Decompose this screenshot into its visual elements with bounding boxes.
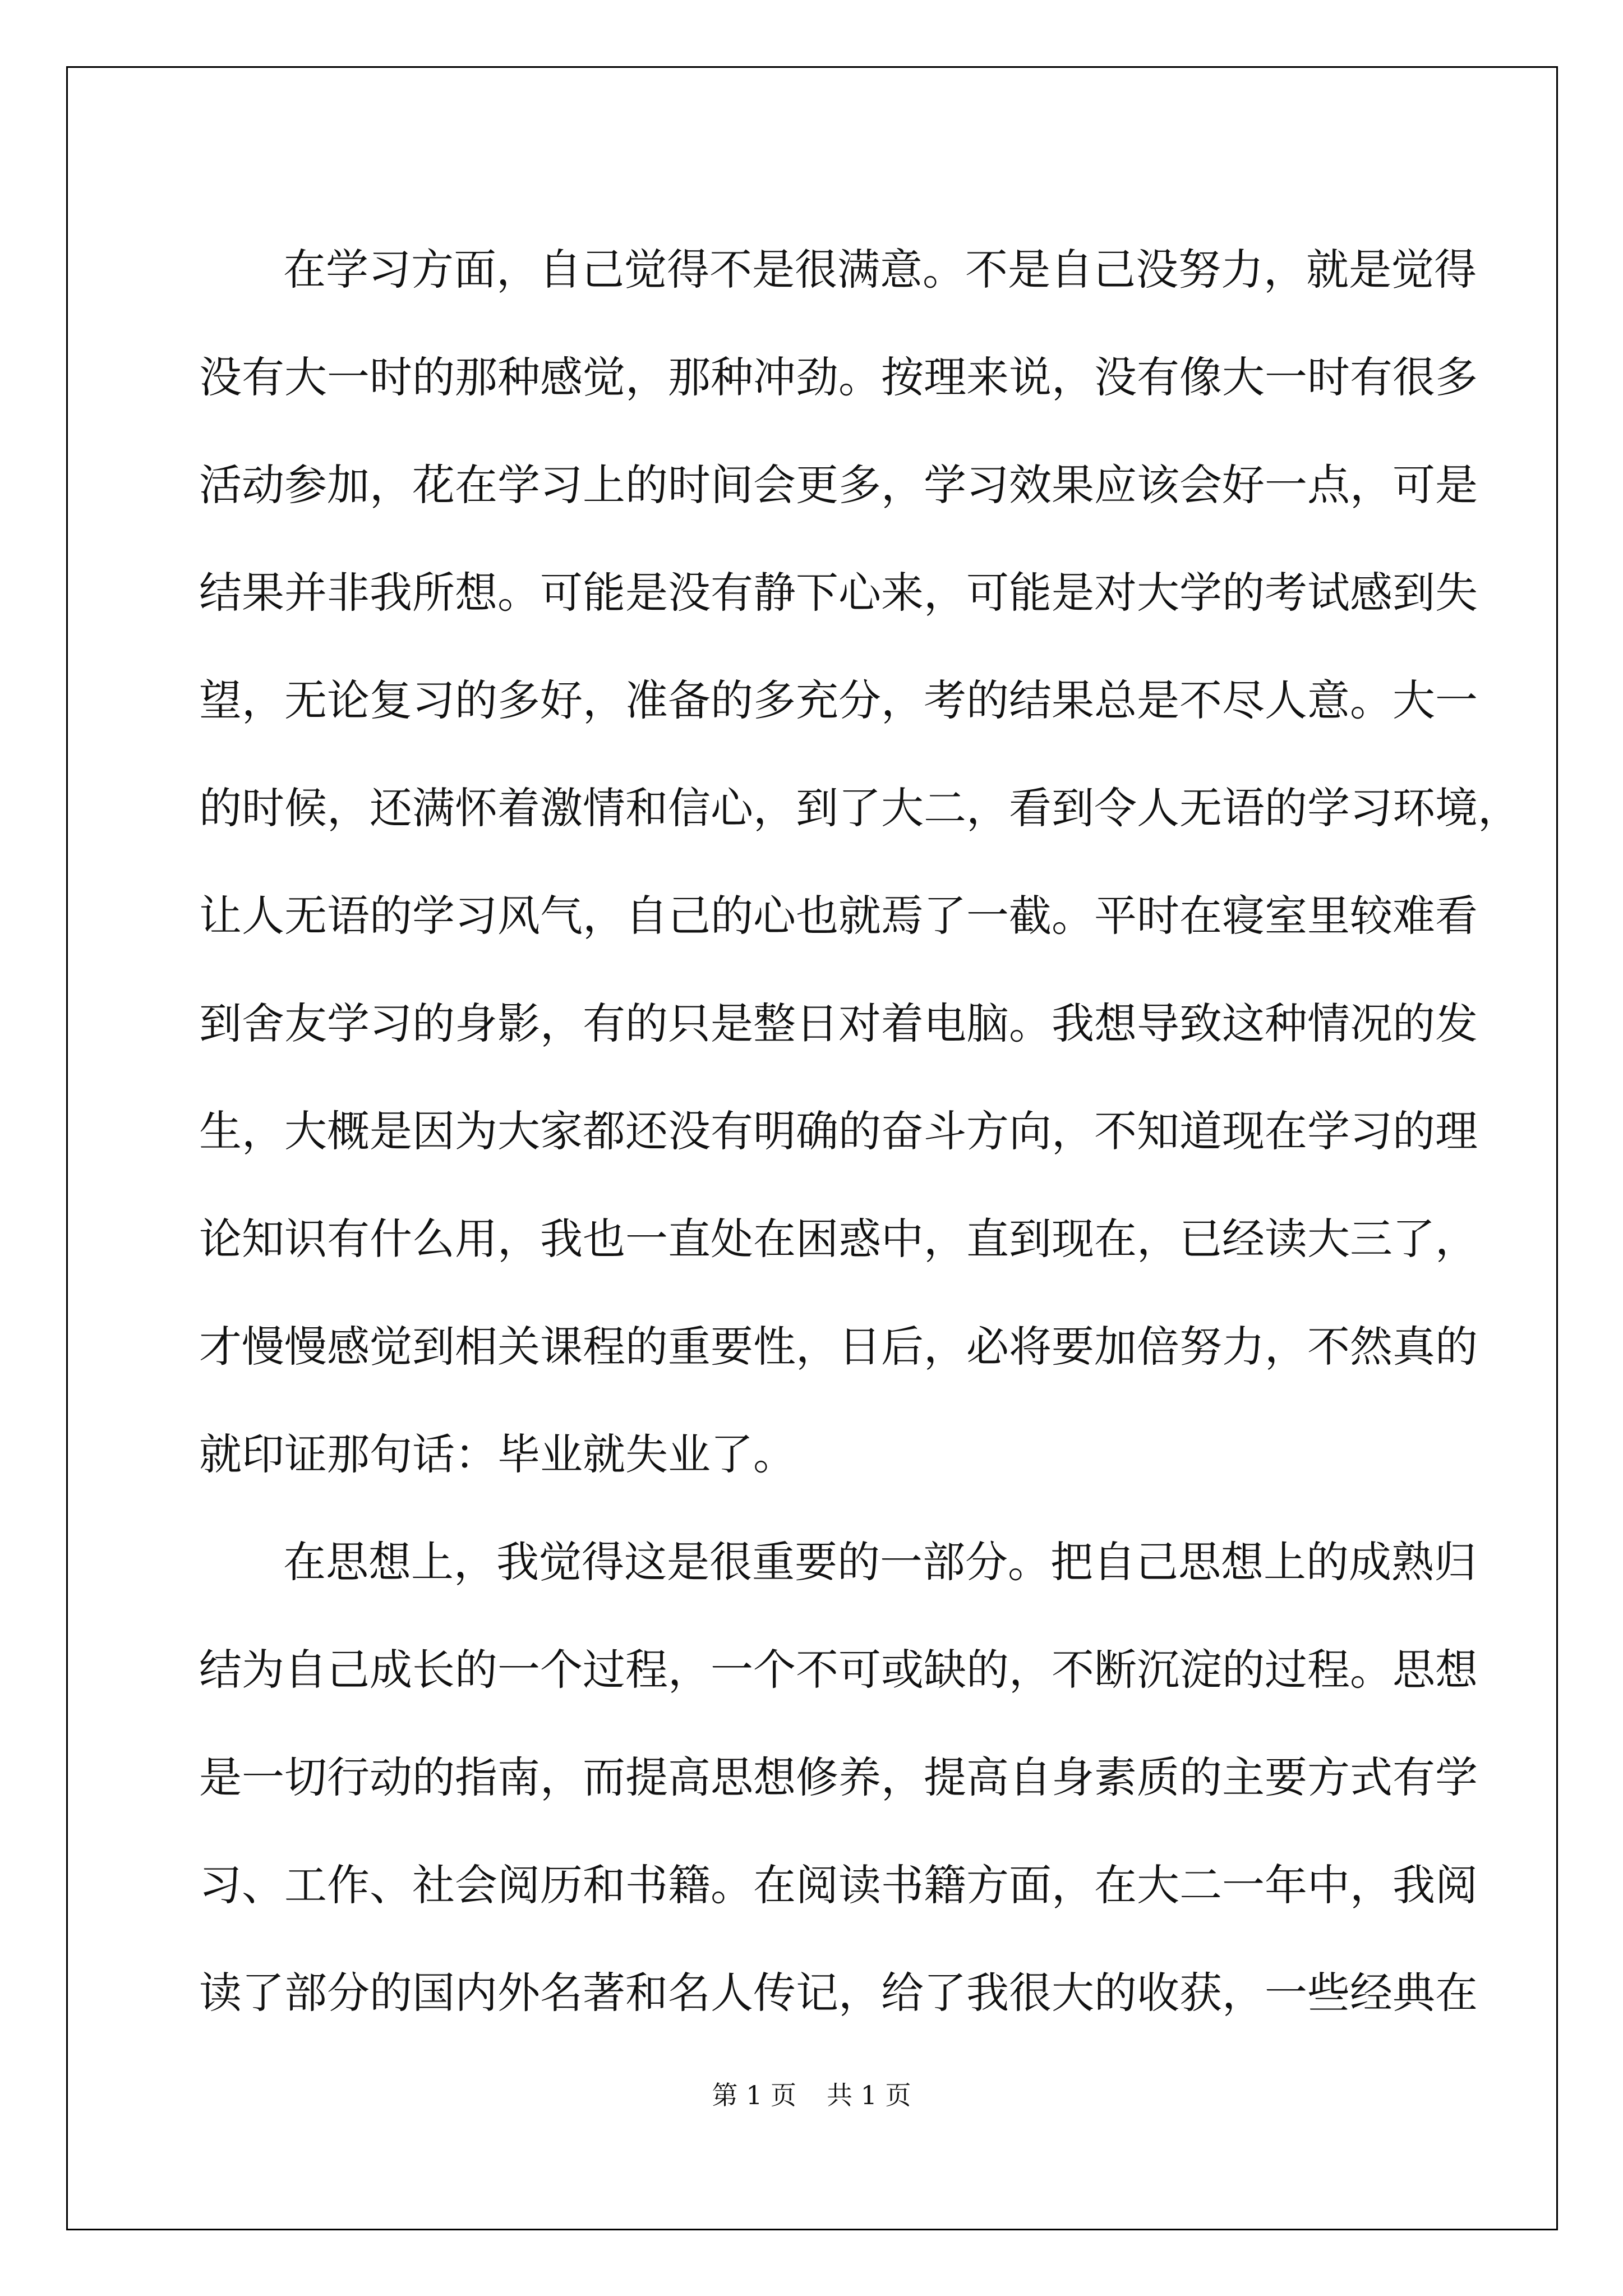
text-line: 就印证那句话：毕业就失业了。: [199, 1429, 796, 1479]
text-line: 读了部分的国内外名著和名人传记，给了我很大的收获，一些经典在: [199, 1968, 1478, 2018]
text-line: 在学习方面，自己觉得不是很满意。不是自己没努力，就是觉得: [283, 245, 1477, 295]
page-number: 第 1 页: [712, 2080, 796, 2110]
text-line: 结为自己成长的一个过程，一个不可或缺的，不断沉淀的过程。思想: [199, 1645, 1478, 1695]
page-footer: [0, 2078, 1623, 2112]
text-line: 生，大概是因为大家都还没有明确的奋斗方向，不知道现在学习的理: [199, 1106, 1478, 1156]
text-line: 论知识有什么用，我也一直处在困惑中，直到现在，已经读大三了，: [199, 1214, 1478, 1264]
text-line: 活动参加，花在学习上的时间会更多，学习效果应该会好一点，可是: [199, 460, 1478, 510]
text-line: 才慢慢感觉到相关课程的重要性，日后，必将要加倍努力，不然真的: [199, 1322, 1478, 1372]
paragraph: [199, 216, 1520, 1508]
text-line: 是一切行动的指南，而提高思想修养，提高自身素质的主要方式有学: [199, 1752, 1478, 1802]
paragraph: [199, 1508, 1478, 2047]
text-line: 在思想上，我觉得这是很重要的一部分。把自己思想上的成熟归: [283, 1537, 1477, 1587]
text-line: 望，无论复习的多好，准备的多充分，考的结果总是不尽人意。大一: [199, 675, 1478, 725]
text-line: 结果并非我所想。可能是没有静下心来，可能是对大学的考试感到失: [199, 568, 1478, 618]
text-line: 习、工作、社会阅历和书籍。在阅读书籍方面，在大二一年中，我阅: [199, 1860, 1478, 1910]
text-line: 让人无语的学习风气，自己的心也就焉了一截。平时在寝室里较难看: [199, 891, 1478, 941]
document-body: [199, 216, 1520, 2047]
text-line: 的时候，还满怀着激情和信心，到了大二，看到令人无语的学习环境，: [199, 783, 1520, 833]
text-line: 到舍友学习的身影，有的只是整日对着电脑。我想导致这种情况的发: [199, 999, 1478, 1048]
page-total: 共 1 页: [827, 2080, 911, 2110]
text-line: 没有大一时的那种感觉，那种冲劲。按理来说，没有像大一时有很多: [199, 352, 1478, 402]
